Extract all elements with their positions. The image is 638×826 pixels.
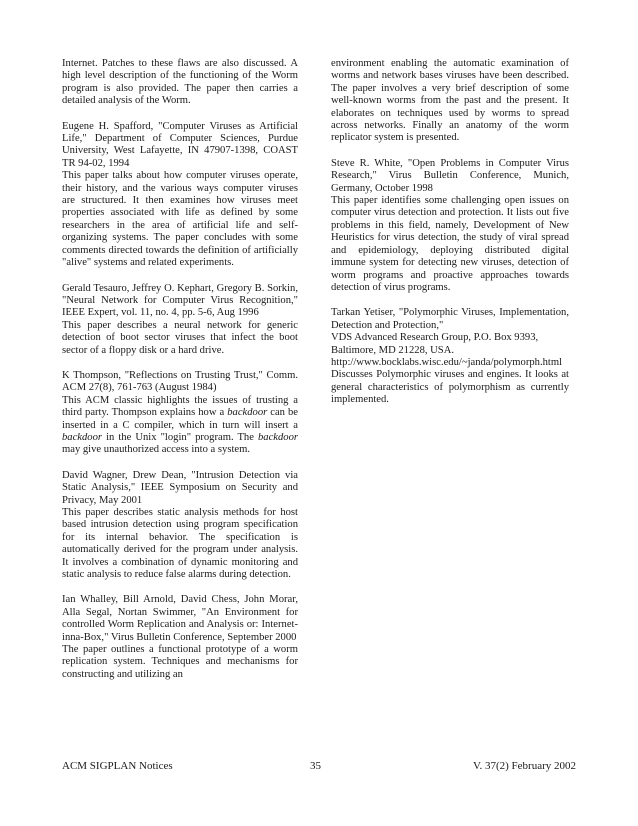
reference-entry [62,370,298,457]
footer-issue: V. 37(2) February 2002 [472,760,576,772]
reference-publisher: VDS Advanced Research Group, P.O. Box 9393, Baltimore, MD 21228, USA. [331,332,539,356]
annotation-text: may give unauthorized access into a system. [62,444,250,456]
reference-citation: Ian Whalley, Bill Arnold, David Chess, John Morar, Alla Segal, Nortan Swimmer, "An Environment for controlled Worm Replication and Analysis or: Internet-inna-Box," Virus Bulletin Conference, September 2000 [62,594,298,643]
reference-annotation: This paper talks about how computer viruses operate, their history, and the various ways computer viruses are structured. It then examines how viruses meet properties associated with life as defined by some researchers in the area of artificial life and self-organizing systems. The paper concludes with some comments directed towards the definition of artificially "alive" systems and related experiments. [62,170,298,269]
reference-annotation: The paper outlines a functional prototype of a worm replication system. Techniques and mechanisms for constructing and utilizing an [62,644,298,680]
emphasis-term: backdoor [257,431,298,443]
reference-citation: David Wagner, Drew Dean, "Intrusion Detection via Static Analysis," IEEE Symposium on Security and Privacy, May 2001 [62,469,298,506]
reference-url: http://www.bocklabs.wisc.edu/~janda/polymorph.html [331,356,563,368]
continued-annotation [62,58,298,108]
annotation-text: can be inserted in a C compiler, which in turn will insert a [62,407,298,431]
reference-citation: K Thompson, "Reflections on Trusting Trust," Comm. ACM 27(8), 761-763 (August 1984) [62,369,298,394]
emphasis-term: backdoor [227,407,268,419]
annotation-text: in the Unix "login" program. The [102,431,258,443]
emphasis-term: backdoor [62,431,103,443]
reference-citation: Tarkan Yetiser, "Polymorphic Viruses, Implementation, Detection and Protection," [331,307,569,331]
reference-entry [331,307,569,406]
reference-citation: Eugene H. Spafford, "Computer Viruses as Artificial Life," Department of Computer Sciences, Purdue University, West Lafayette, IN 47907-1398, COAST TR 94-02, 1994 [62,120,298,169]
right-column [331,58,569,420]
reference-entry [331,158,569,294]
reference-entry [62,594,298,681]
reference-annotation: This paper describes a neural network for generic detection of boot sector viruses that infect the boot sector of a floppy disk or a hard drive. [62,319,298,356]
reference-citation: Steve R. White, "Open Problems in Computer Virus Research," Virus Bulletin Conference, Munich, Germany, October 1998 [331,157,569,194]
reference-entry [62,121,298,270]
reference-entry [62,283,298,357]
annotation-text: Internet. Patches to these flaws are also discussed. A high level description of the functioning of the Worm program is also provided. The paper then carries a detailed analysis of the Worm. [62,58,298,107]
left-column [62,58,298,694]
footer-venue: ACM SIGPLAN Notices [62,760,173,772]
reference-entry [62,470,298,582]
reference-annotation [62,395,298,457]
reference-citation: Gerald Tesauro, Jeffrey O. Kephart, Gregory B. Sorkin, "Neural Network for Computer Virus Recognition," IEEE Expert, vol. 11, no. 4, pp. 5-6, Aug 1996 [62,282,298,319]
continued-annotation [331,58,569,145]
reference-annotation: This paper identifies some challenging open issues on computer virus detection and protection. It lists out five problems in this field, namely, Development of New Heuristics for virus detection, the study of viral spread and epidemiology, deploying distributed digital immune system for detecting new viruses, detection of worm programs and proactive approaches towards detection of virus programs. [331,195,569,293]
annotation-text: This ACM classic highlights the issues of trusting a third party. Thompson explains how a [62,394,298,419]
reference-annotation: Discusses Polymorphic viruses and engines. It looks at general characteristics of polymorphism as currently implemented. [331,369,569,406]
page-number: 35 [310,760,321,772]
annotation-text: environment enabling the automatic examination of worms and network bases viruses have been described. The paper involves a very brief description of some well-known worms from the past and the present. It elaborates on techniques used by worms to spread across networks. Finally an anatomy of the worm replicator system is presented. [331,58,569,144]
reference-annotation: This paper describes static analysis methods for host based intrusion detection using program specification for its internal behavior. The specification is automatically derived for the program under analysis. It involves a combination of dynamic monitoring and static analysis to reduce false alarms during detection. [62,507,298,581]
